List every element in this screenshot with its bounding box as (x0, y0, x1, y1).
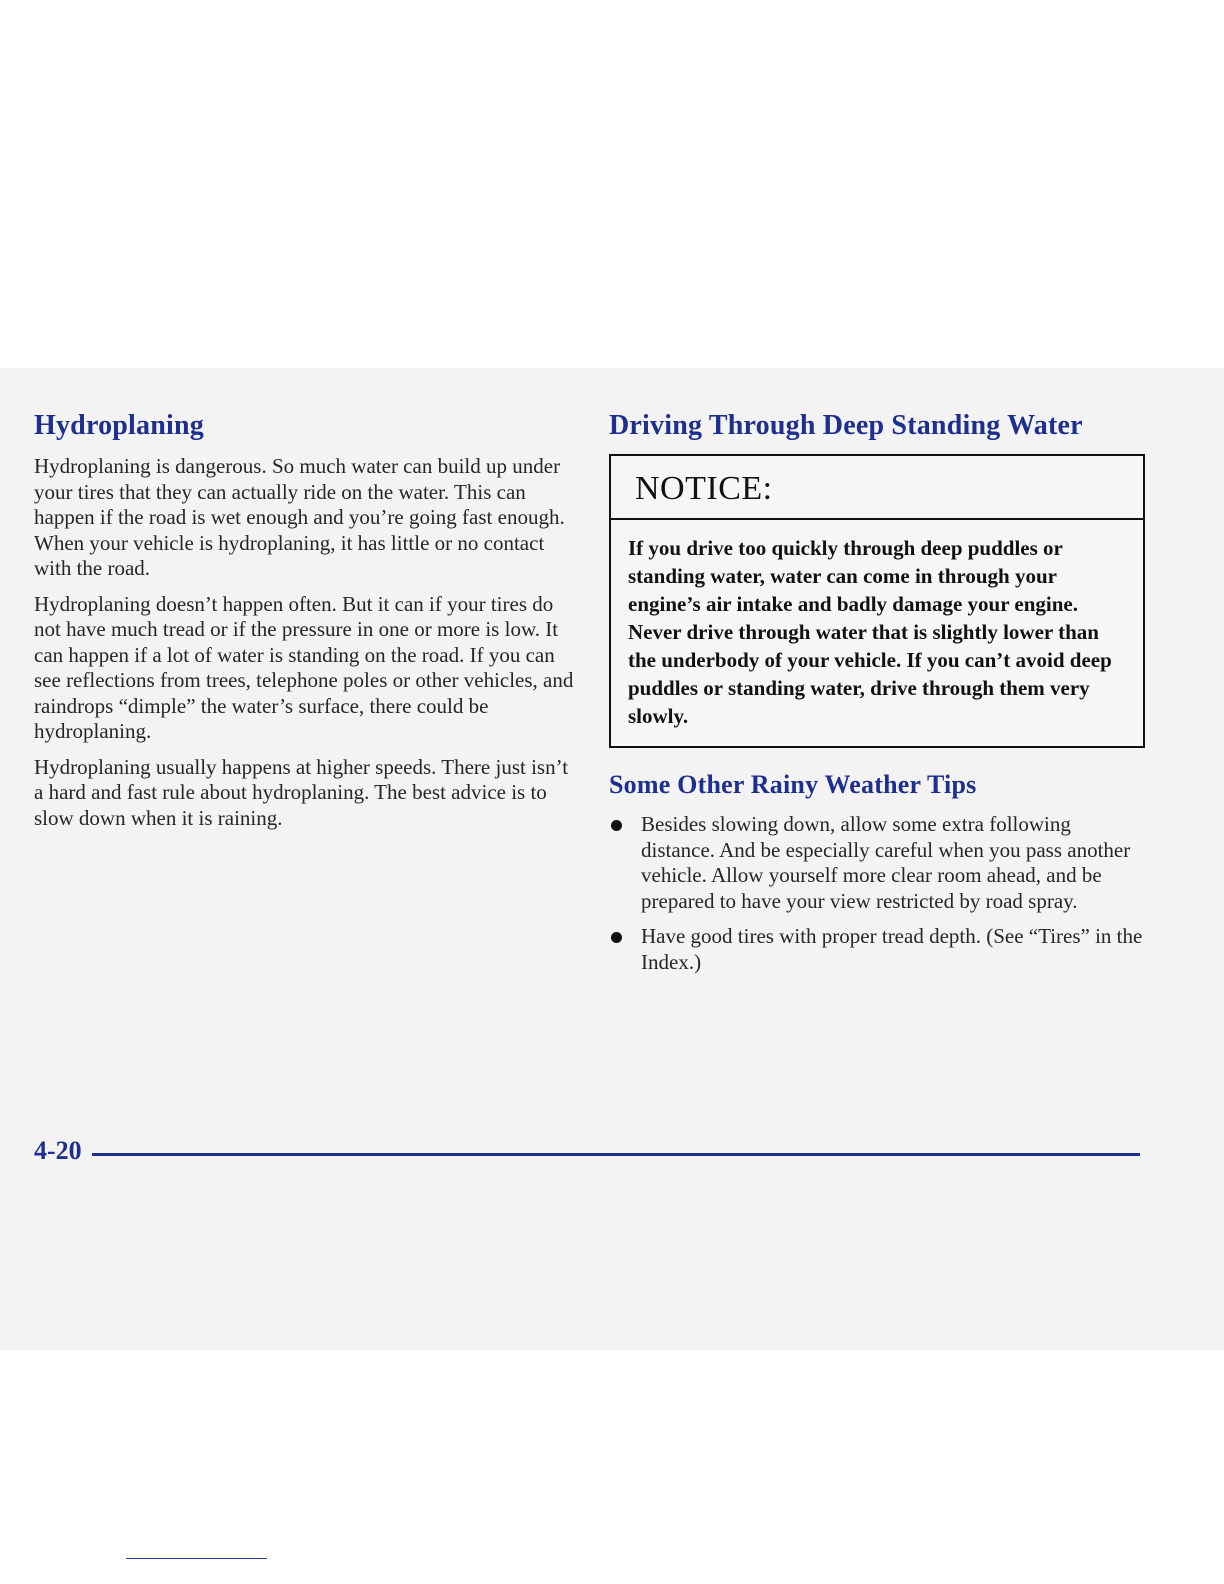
list-item (609, 812, 1149, 914)
footer-divider (92, 1153, 1140, 1156)
deep-water-heading: Driving Through Deep Standing Water (609, 410, 1083, 441)
hydroplaning-paragraph-2: Hydroplaning doesn’t happen often. But it can if your tires do not have much tread or if the pressure in one or more is low. It can happen if a lot of water is standing on the road. If you can see reflections from trees, telephone poles or other vehicles, and raindrops “dimple” the water’s surface, there could be hydroplaning. (34, 591, 574, 743)
rainy-tips-list (609, 812, 1149, 975)
deep-water-section (609, 410, 1149, 985)
rainy-tips-heading: Some Other Rainy Weather Tips (609, 770, 977, 799)
hydroplaning-paragraph-1: Hydroplaning is dangerous. So much water can build up under your tires that they can actually ride on the water. This can happen if the road is wet enough and you’re going fast enough. When your vehicle is hydroplaning, it has little or no contact with the road. (34, 454, 565, 580)
notice-text: If you drive too quickly through deep puddles or standing water, water can come in through your engine’s air intake and badly damage your engine. Never drive through water that is slightly lower than the underbody of your vehicle. If you can’t avoid deep puddles or standing water, drive through them very slowly. (628, 536, 1112, 728)
hydroplaning-paragraph-3: Hydroplaning usually happens at higher speeds. There just isn’t a hard and fast rule about hydroplaning. The best advice is to slow down when it is raining. (34, 754, 569, 830)
bullet-icon (611, 820, 622, 831)
notice-heading: NOTICE: (611, 456, 1143, 520)
tip-text-2: Have good tires with proper tread depth. (See “Tires” in the Index.) (641, 924, 1143, 974)
page-number: 4-20 (34, 1136, 82, 1165)
hydroplaning-heading: Hydroplaning (34, 410, 204, 441)
bullet-icon (611, 932, 622, 943)
notice-box (609, 454, 1145, 748)
page-footer (34, 1136, 1144, 1170)
tip-text-1: Besides slowing down, allow some extra following distance. And be especially careful when you pass another vehicle. Allow yourself more clear room ahead, and be prepared to have your view restricted by road spray. (641, 812, 1131, 913)
hydroplaning-section (34, 410, 574, 841)
bottom-divider (126, 1558, 267, 1559)
list-item (609, 924, 1149, 975)
